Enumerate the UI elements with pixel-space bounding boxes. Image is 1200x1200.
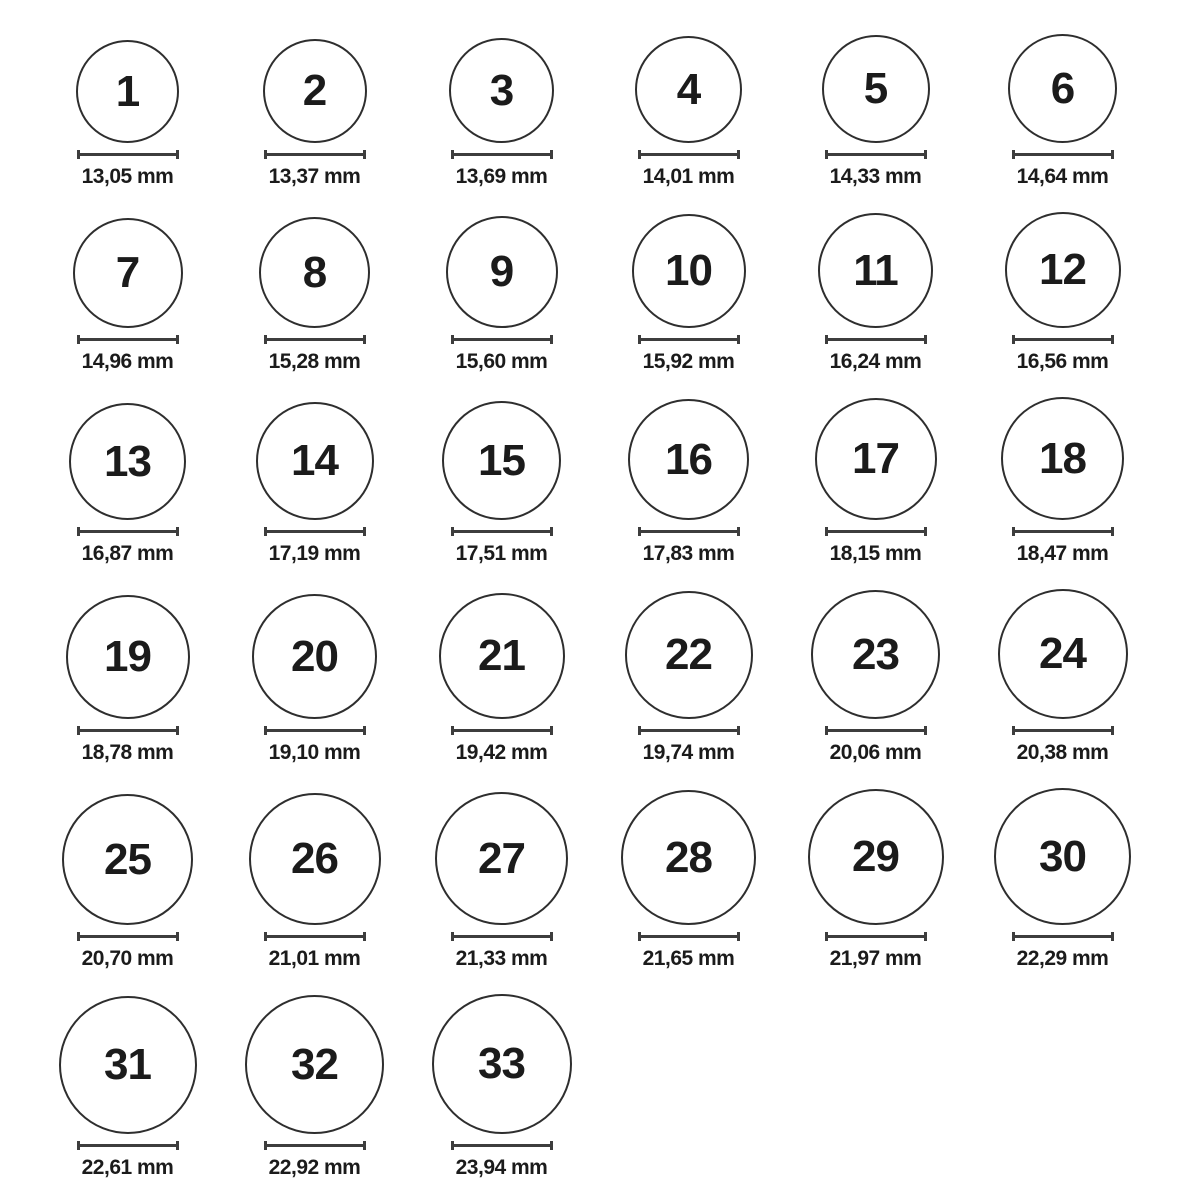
diameter-label: 21,01 mm (268, 947, 361, 970)
ring-circle (69, 403, 186, 520)
ring-size-cell (34, 996, 221, 1181)
measure-bar (454, 1144, 550, 1147)
measure-bar (641, 530, 737, 533)
measure-bar (1015, 153, 1111, 156)
diameter-label: 21,97 mm (829, 947, 922, 970)
diameter-label: 19,10 mm (268, 741, 361, 764)
diameter-label: 17,19 mm (268, 542, 361, 565)
diameter-label: 16,56 mm (1016, 350, 1109, 373)
measure-end-tick (363, 1141, 366, 1150)
diameter-measure-line (451, 932, 553, 941)
measure-bar (267, 729, 363, 732)
ring-circle (66, 595, 190, 719)
measure-end-tick (363, 932, 366, 941)
ring-size-number: 16 (665, 434, 712, 484)
diameter-label: 18,15 mm (829, 542, 922, 565)
ring-circle (632, 214, 746, 328)
ring-circle (1005, 212, 1121, 328)
ring-size-number: 20 (291, 631, 338, 681)
ring-size-number: 28 (665, 832, 712, 882)
diameter-measure-line (77, 1141, 179, 1150)
ring-size-number: 29 (852, 832, 899, 881)
measure-bar (454, 530, 550, 533)
ring-size-cell (782, 590, 969, 766)
ring-size-cell (34, 794, 221, 972)
diameter-label: 14,33 mm (829, 165, 922, 188)
ring-size-number: 8 (302, 247, 327, 297)
diameter-measure-line (264, 1141, 366, 1150)
ring-size-cell (221, 217, 408, 375)
measure-end-tick (924, 150, 927, 159)
measure-end-tick (550, 1141, 553, 1150)
ring-circle (76, 40, 179, 143)
measure-end-tick (737, 527, 740, 536)
diameter-measure-line (451, 1141, 553, 1150)
measure-bar (828, 530, 924, 533)
diameter-label: 17,51 mm (455, 542, 548, 565)
diameter-measure-line (1012, 527, 1114, 536)
diameter-label: 16,87 mm (81, 542, 174, 565)
measure-bar (1015, 729, 1111, 732)
measure-bar (641, 153, 737, 156)
ring-size-number: 31 (104, 1040, 151, 1089)
ring-size-number: 17 (852, 434, 899, 483)
diameter-measure-line (264, 726, 366, 735)
ring-circle (256, 402, 374, 520)
diameter-label: 17,83 mm (642, 542, 735, 565)
measure-end-tick (176, 932, 179, 941)
diameter-measure-line (1012, 932, 1114, 941)
diameter-label: 19,42 mm (455, 741, 548, 764)
ring-size-cell (595, 591, 782, 766)
diameter-measure-line (264, 527, 366, 536)
ring-circle (73, 218, 183, 328)
ring-size-number: 30 (1039, 831, 1086, 881)
ring-size-number: 4 (676, 64, 701, 114)
ring-size-number: 32 (291, 1039, 338, 1089)
ring-size-cell (782, 35, 969, 190)
ring-circle (263, 39, 367, 143)
diameter-measure-line (825, 932, 927, 941)
measure-bar (828, 729, 924, 732)
measure-bar (828, 153, 924, 156)
ring-size-row (34, 34, 1200, 190)
ring-size-cell (969, 212, 1156, 375)
measure-bar (641, 729, 737, 732)
measure-end-tick (176, 527, 179, 536)
ring-size-row (34, 212, 1200, 375)
measure-end-tick (550, 150, 553, 159)
diameter-label: 16,24 mm (829, 350, 922, 373)
diameter-measure-line (77, 527, 179, 536)
ring-size-cell (408, 401, 595, 567)
measure-end-tick (176, 150, 179, 159)
measure-end-tick (924, 726, 927, 735)
measure-end-tick (550, 335, 553, 344)
measure-end-tick (1111, 527, 1114, 536)
diameter-measure-line (1012, 150, 1114, 159)
diameter-measure-line (451, 726, 553, 735)
ring-size-cell (34, 595, 221, 766)
ring-circle (259, 217, 370, 328)
ring-circle (249, 793, 381, 925)
ring-size-number: 23 (852, 629, 899, 679)
diameter-label: 14,64 mm (1016, 165, 1109, 188)
measure-bar (641, 935, 737, 938)
diameter-measure-line (638, 527, 740, 536)
diameter-measure-line (638, 726, 740, 735)
diameter-measure-line (451, 150, 553, 159)
ring-size-row (34, 397, 1200, 567)
ring-size-cell (969, 788, 1156, 972)
measure-end-tick (924, 527, 927, 536)
ring-size-cell (595, 790, 782, 972)
ring-size-number: 19 (104, 632, 151, 681)
measure-bar (80, 530, 176, 533)
diameter-measure-line (638, 335, 740, 344)
diameter-label: 22,92 mm (268, 1156, 361, 1179)
diameter-label: 19,74 mm (642, 741, 735, 764)
ring-size-number: 15 (478, 435, 525, 485)
ring-size-cell (595, 214, 782, 375)
ring-circle (621, 790, 756, 925)
ring-size-number: 6 (1050, 63, 1075, 113)
measure-bar (267, 153, 363, 156)
ring-size-number: 9 (489, 247, 514, 296)
ring-circle (446, 216, 558, 328)
measure-bar (267, 1144, 363, 1147)
diameter-label: 23,94 mm (455, 1156, 548, 1179)
measure-bar (454, 338, 550, 341)
ring-circle (252, 594, 377, 719)
diameter-label: 14,01 mm (642, 165, 735, 188)
ring-circle (628, 399, 749, 520)
measure-end-tick (924, 335, 927, 344)
ring-circle (432, 994, 572, 1134)
diameter-label: 18,78 mm (81, 741, 174, 764)
measure-end-tick (363, 726, 366, 735)
ring-size-cell (221, 402, 408, 567)
diameter-measure-line (825, 726, 927, 735)
ring-circle (822, 35, 930, 143)
measure-bar (267, 338, 363, 341)
measure-bar (267, 935, 363, 938)
measure-bar (80, 729, 176, 732)
measure-bar (828, 935, 924, 938)
ring-size-number: 18 (1039, 433, 1086, 483)
diameter-label: 20,06 mm (829, 741, 922, 764)
ring-circle (808, 789, 944, 925)
ring-circle (994, 788, 1131, 925)
ring-size-cell (221, 594, 408, 766)
diameter-label: 20,38 mm (1016, 741, 1109, 764)
diameter-measure-line (77, 335, 179, 344)
ring-circle (625, 591, 753, 719)
diameter-label: 21,33 mm (455, 947, 548, 970)
measure-end-tick (1111, 726, 1114, 735)
ring-size-number: 13 (104, 436, 151, 486)
ring-size-cell (969, 397, 1156, 567)
ring-size-cell (782, 398, 969, 567)
ring-size-cell (408, 38, 595, 190)
measure-end-tick (1111, 335, 1114, 344)
ring-size-cell (221, 995, 408, 1181)
measure-bar (80, 1144, 176, 1147)
diameter-measure-line (264, 932, 366, 941)
measure-bar (828, 338, 924, 341)
measure-end-tick (550, 932, 553, 941)
ring-size-cell (969, 34, 1156, 190)
diameter-label: 15,92 mm (642, 350, 735, 373)
diameter-measure-line (638, 150, 740, 159)
ring-size-number: 24 (1039, 629, 1086, 678)
ring-size-cell (34, 40, 221, 190)
measure-end-tick (550, 527, 553, 536)
diameter-label: 14,96 mm (81, 350, 174, 373)
ring-size-row (34, 788, 1200, 972)
ring-size-cell (595, 399, 782, 567)
ring-size-cell (34, 403, 221, 567)
measure-end-tick (363, 527, 366, 536)
diameter-measure-line (1012, 335, 1114, 344)
diameter-label: 21,65 mm (642, 947, 735, 970)
measure-bar (80, 338, 176, 341)
diameter-measure-line (825, 527, 927, 536)
measure-end-tick (176, 726, 179, 735)
ring-size-number: 12 (1039, 245, 1086, 294)
ring-circle (1001, 397, 1124, 520)
measure-bar (454, 153, 550, 156)
diameter-label: 13,69 mm (455, 165, 548, 188)
ring-size-number: 3 (489, 65, 514, 115)
diameter-measure-line (77, 150, 179, 159)
ring-size-cell (782, 213, 969, 375)
measure-bar (641, 338, 737, 341)
ring-size-cell (782, 789, 969, 972)
measure-end-tick (1111, 932, 1114, 941)
ring-circle (59, 996, 197, 1134)
ring-size-cell (408, 216, 595, 375)
measure-end-tick (737, 335, 740, 344)
diameter-measure-line (264, 150, 366, 159)
measure-end-tick (737, 932, 740, 941)
diameter-measure-line (77, 726, 179, 735)
diameter-label: 13,05 mm (81, 165, 174, 188)
ring-size-row (34, 994, 1200, 1181)
measure-bar (1015, 338, 1111, 341)
diameter-label: 15,28 mm (268, 350, 361, 373)
diameter-label: 22,29 mm (1016, 947, 1109, 970)
ring-circle (998, 589, 1128, 719)
diameter-measure-line (825, 335, 927, 344)
diameter-label: 18,47 mm (1016, 542, 1109, 565)
ring-circle (811, 590, 940, 719)
ring-size-number: 11 (853, 245, 898, 295)
diameter-label: 22,61 mm (81, 1156, 174, 1179)
ring-circle (245, 995, 384, 1134)
measure-bar (267, 530, 363, 533)
diameter-measure-line (825, 150, 927, 159)
diameter-measure-line (1012, 726, 1114, 735)
ring-circle (818, 213, 933, 328)
diameter-label: 15,60 mm (455, 350, 548, 373)
ring-size-cell (595, 36, 782, 190)
ring-size-cell (408, 994, 595, 1181)
ring-circle (635, 36, 742, 143)
ring-size-cell (969, 589, 1156, 766)
ring-size-number: 21 (478, 631, 525, 680)
measure-end-tick (737, 150, 740, 159)
ring-size-number: 5 (863, 64, 888, 113)
diameter-measure-line (451, 527, 553, 536)
diameter-measure-line (451, 335, 553, 344)
ring-circle (449, 38, 554, 143)
diameter-measure-line (77, 932, 179, 941)
measure-end-tick (363, 150, 366, 159)
measure-end-tick (550, 726, 553, 735)
diameter-label: 13,37 mm (268, 165, 361, 188)
measure-end-tick (176, 1141, 179, 1150)
ring-size-number: 14 (291, 436, 338, 485)
ring-circle (815, 398, 937, 520)
measure-end-tick (737, 726, 740, 735)
ring-circle (442, 401, 561, 520)
ring-circle (62, 794, 193, 925)
measure-bar (80, 153, 176, 156)
measure-end-tick (924, 932, 927, 941)
ring-size-number: 27 (478, 833, 525, 883)
ring-size-cell (34, 218, 221, 375)
ring-circle (435, 792, 568, 925)
diameter-measure-line (264, 335, 366, 344)
ring-size-cell (408, 593, 595, 766)
ring-size-number: 33 (478, 1039, 525, 1088)
ring-size-number: 25 (104, 834, 151, 884)
measure-end-tick (1111, 150, 1114, 159)
ring-size-cell (221, 793, 408, 972)
ring-circle (1008, 34, 1117, 143)
ring-size-number: 1 (115, 66, 140, 116)
ring-size-cell (221, 39, 408, 190)
ring-size-row (34, 589, 1200, 766)
ring-size-number: 22 (665, 630, 712, 679)
measure-end-tick (176, 335, 179, 344)
ring-size-number: 26 (291, 834, 338, 883)
ring-size-number: 2 (302, 66, 327, 115)
diameter-label: 20,70 mm (81, 947, 174, 970)
diameter-measure-line (638, 932, 740, 941)
measure-bar (1015, 935, 1111, 938)
measure-bar (454, 935, 550, 938)
measure-bar (454, 729, 550, 732)
ring-circle (439, 593, 565, 719)
measure-bar (1015, 530, 1111, 533)
measure-end-tick (363, 335, 366, 344)
ring-size-number: 10 (665, 246, 712, 295)
measure-bar (80, 935, 176, 938)
ring-size-cell (408, 792, 595, 972)
ring-size-number: 7 (115, 248, 140, 297)
